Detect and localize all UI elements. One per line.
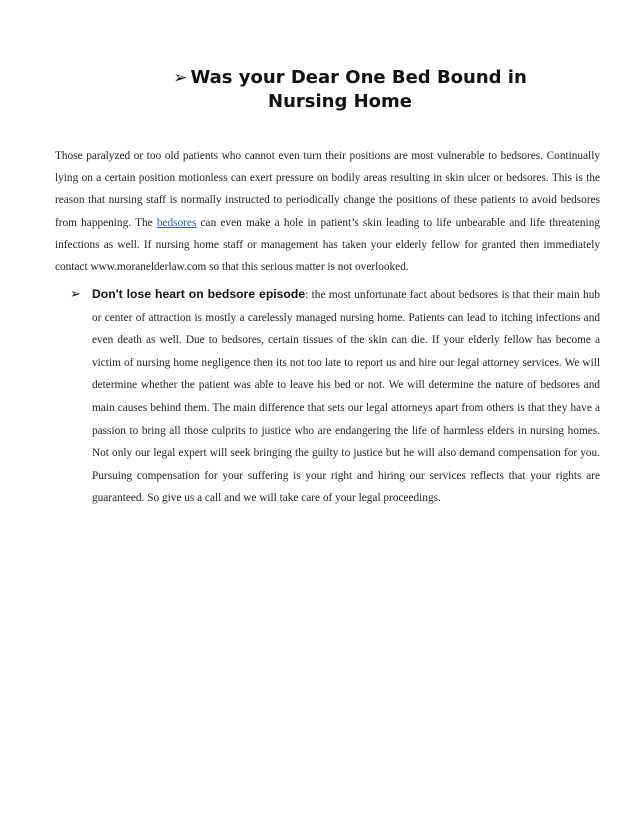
arrow-bullet-icon: ➢ — [70, 286, 81, 301]
title-text-1: Was your Dear One Bed Bound in — [190, 67, 527, 88]
bedsore-episode-section — [70, 283, 600, 510]
title-line-1 — [100, 66, 580, 90]
arrow-bullet-icon: ➢ — [173, 68, 188, 88]
bedsores-link[interactable]: bedsores — [156, 216, 197, 229]
page-title — [100, 66, 580, 114]
section-lead: Don't lose heart on bedsore episode — [92, 287, 306, 301]
section-colon: : — [305, 289, 309, 301]
intro-text-end: can even make a hole in patient’s skin leading to life unbearable and life threatening infections as well. If nursing home staff or management has taken your elderly fellow for granted then immediately contact www.moranelderlaw.com so that this serious matter is not overlooked. — [55, 216, 600, 274]
title-line-2: Nursing Home — [268, 91, 412, 112]
intro-paragraph — [55, 145, 600, 278]
section-paragraph — [92, 283, 600, 510]
section-body-text: the most unfortunate fact about bedsores is that their main hub or center of attraction is mostly a carelessly managed nursing home. Patients can lead to itching infections and even death as well. Due to bedsores, certain tissues of the skin can die. If your elderly fellow has become a victim of nursing home negligence then its not too late to report us and hire our legal attorney services. We will determine whether the patient was able to leave his bed or not. We will determine the nature of bedsores and main causes behind them. The main difference that sets our legal attorneys apart from others is that they have a passion to bring all those culprits to justice who are endangering the life of harmless elders in nursing homes. Not only our legal expert will seek bringing the guilty to justice but he will also demand compensation for you. Pursuing compensation for your suffering is your right and hiring our services reflects that your rights are guaranteed. So give us a call and we will take care of your legal proceedings. — [92, 289, 600, 505]
intro-text-start: Those paralyzed or too old patients who cannot even turn their positions are most vulnerable to bedsores. Continually lying on a certain position motionless can exert pressure on bodily areas resulting in skin ulcer or bedsores. This is the reason that nursing staff is normally instructed to periodically change the positions of these patients to avoid bedsores from happening. The — [55, 150, 600, 229]
